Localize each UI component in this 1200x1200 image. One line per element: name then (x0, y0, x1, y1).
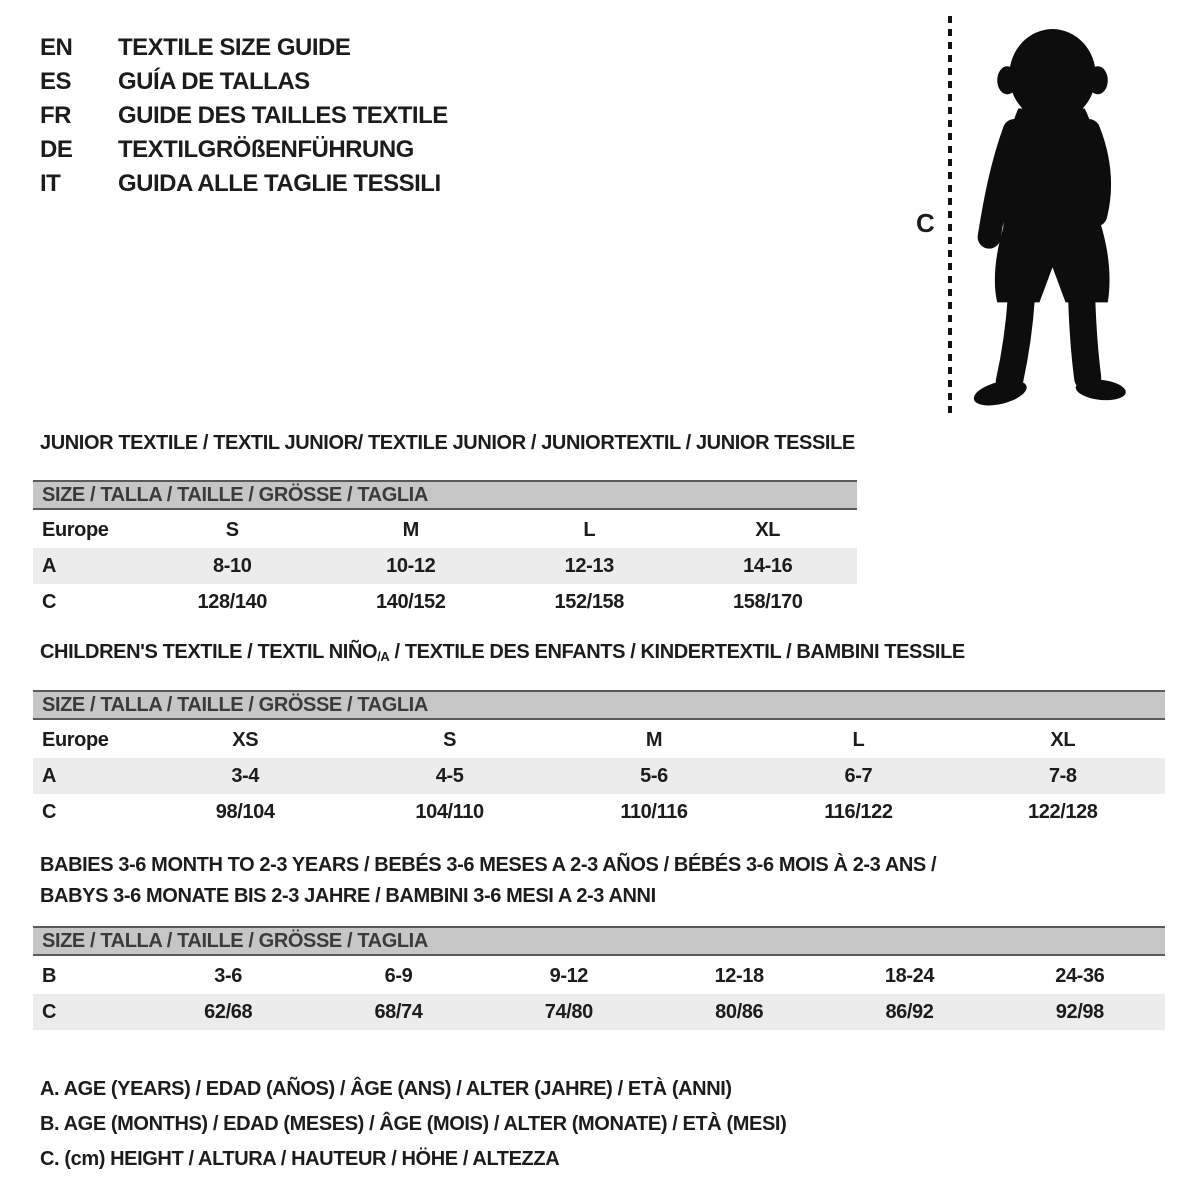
row-label: C (42, 800, 57, 823)
table-cell: 86/92 (885, 1000, 934, 1023)
table-cell: 80/86 (715, 1000, 764, 1023)
table-cell: 12-18 (714, 964, 764, 987)
table-cell: 122/128 (1028, 800, 1098, 823)
junior-size-table (33, 512, 857, 620)
column-header: M (402, 518, 419, 541)
table-cell: 74/80 (544, 1000, 593, 1023)
babies-title-line2: BABYS 3-6 MONATE BIS 2-3 JAHRE / BAMBINI 3-6 MESI A 2-3 ANNI (40, 885, 656, 907)
table-cell: 5-6 (640, 764, 668, 787)
column-header: XL (755, 518, 781, 541)
table-cell: 3-6 (214, 964, 243, 987)
table-cell: 98/104 (215, 800, 275, 823)
table-row (33, 794, 1165, 830)
table-cell: 6-9 (384, 964, 413, 987)
children-section-title (40, 641, 965, 668)
language-code: IT (40, 170, 61, 197)
table-cell: 8-10 (213, 554, 252, 577)
table-cell: 62/68 (204, 1000, 253, 1023)
table-cell: 4-5 (435, 764, 464, 787)
table-cell: 7-8 (1048, 764, 1077, 787)
table-cell: 158/170 (733, 590, 803, 613)
column-header: Europe (42, 518, 109, 541)
table-cell: 92/98 (1055, 1000, 1104, 1023)
table-row (33, 584, 857, 620)
legend-line-b: B. AGE (MONTHS) / EDAD (MESES) / ÂGE (MOIS) / ALTER (MONATE) / ETÀ (MESI) (40, 1113, 787, 1135)
babies-title-line1: BABIES 3-6 MONTH TO 2-3 YEARS / BEBÉS 3-6 MESES A 2-3 AÑOS / BÉBÉS 3-6 MOIS À 2-3 ANS / (40, 854, 937, 876)
table-cell: 116/122 (824, 800, 893, 823)
table-row (33, 548, 857, 584)
babies-section-title (40, 850, 936, 912)
baby-figure (958, 18, 1143, 420)
column-header: L (583, 518, 596, 541)
row-label: C (42, 590, 57, 613)
language-title: GUIDE DES TAILLES TEXTILE (118, 102, 448, 129)
table-cell: 10-12 (386, 554, 436, 577)
table-cell: 12-13 (564, 554, 614, 577)
babies-size-table (33, 958, 1165, 1030)
children-title-text: CHILDREN'S TEXTILE / TEXTIL NIÑO (40, 641, 378, 663)
table-row (33, 758, 1165, 794)
language-code: ES (40, 68, 72, 95)
babies-size-header-bar: SIZE / TALLA / TAILLE / GRÖSSE / TAGLIA (33, 926, 1165, 956)
table-cell: 9-12 (549, 964, 589, 987)
children-title-text: / TEXTILE DES ENFANTS / KINDERTEXTIL / BAMBINI TESSILE (389, 641, 965, 663)
table-cell: 152/158 (554, 590, 624, 613)
row-label: C (42, 1000, 57, 1023)
column-header: XS (232, 728, 259, 751)
height-measure-label: C (916, 208, 935, 238)
table-cell: 110/116 (620, 800, 688, 823)
table-row (33, 958, 1165, 994)
language-code: DE (40, 136, 73, 163)
table-cell: 3-4 (231, 764, 260, 787)
language-title: TEXTILE SIZE GUIDE (118, 34, 351, 61)
table-header-row (33, 722, 1165, 758)
legend (40, 1072, 786, 1177)
legend-line-a: A. AGE (YEARS) / EDAD (AÑOS) / ÂGE (ANS) / ALTER (JAHRE) / ETÀ (ANNI) (40, 1078, 732, 1100)
row-label: B (42, 964, 57, 987)
language-code: EN (40, 34, 73, 61)
table-header-row (33, 512, 857, 548)
row-label: A (42, 764, 57, 787)
children-size-table (33, 722, 1165, 830)
height-measure-line (948, 16, 952, 418)
table-cell: 6-7 (844, 764, 873, 787)
language-title: TEXTILGRÖßENFÜHRUNG (118, 136, 414, 163)
column-header: XL (1050, 728, 1076, 751)
language-title: GUIDA ALLE TAGLIE TESSILI (118, 170, 441, 197)
table-cell: 18-24 (884, 964, 935, 987)
column-header: S (225, 518, 239, 541)
children-title-subscript: /A (377, 649, 390, 664)
column-header: L (852, 728, 865, 751)
table-cell: 14-16 (743, 554, 793, 577)
column-header: S (443, 728, 457, 751)
column-header: Europe (42, 728, 109, 751)
children-size-header-bar: SIZE / TALLA / TAILLE / GRÖSSE / TAGLIA (33, 690, 1165, 720)
language-code: FR (40, 102, 71, 129)
language-title: GUÍA DE TALLAS (118, 68, 310, 95)
table-row (33, 994, 1165, 1030)
table-cell: 24-36 (1055, 964, 1105, 987)
junior-size-header-bar: SIZE / TALLA / TAILLE / GRÖSSE / TAGLIA (33, 480, 857, 510)
junior-section-title: JUNIOR TEXTILE / TEXTIL JUNIOR/ TEXTILE JUNIOR / JUNIORTEXTIL / JUNIOR TESSILE (40, 432, 855, 454)
legend-line-c: C. (cm) HEIGHT / ALTURA / HAUTEUR / HÖHE / ALTEZZA (40, 1148, 560, 1170)
table-cell: 68/74 (374, 1000, 423, 1023)
table-cell: 104/110 (415, 800, 484, 823)
table-cell: 140/152 (376, 590, 446, 613)
row-label: A (42, 554, 57, 577)
baby-silhouette-icon (958, 18, 1143, 420)
table-cell: 128/140 (197, 590, 267, 613)
column-header: M (645, 728, 663, 751)
language-title-list (40, 35, 448, 196)
